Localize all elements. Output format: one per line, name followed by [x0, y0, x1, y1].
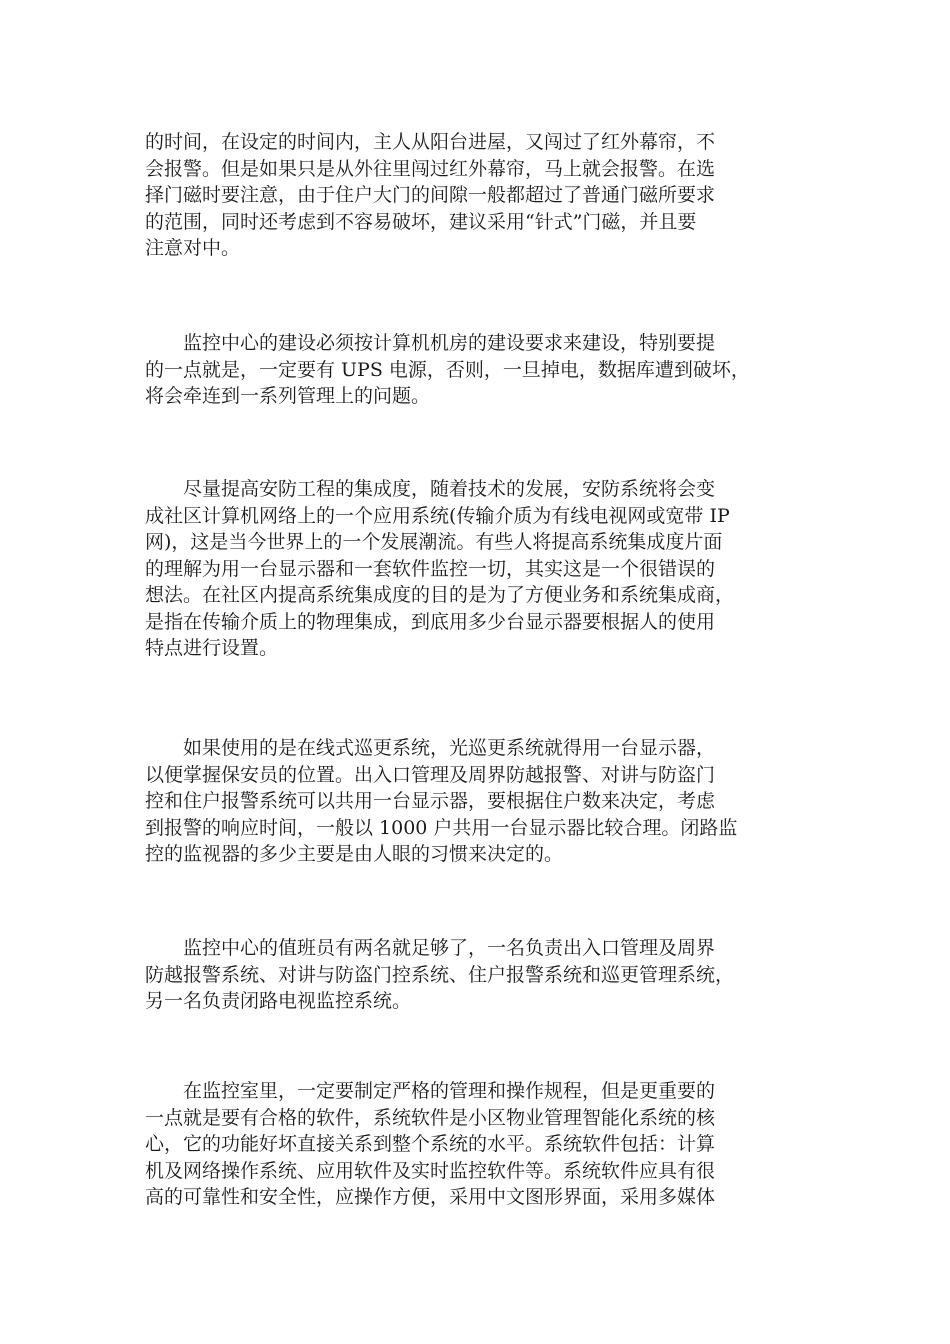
text-line: 想法。在社区内提高系统集成度的目的是为了方便业务和系统集成商，	[145, 584, 735, 606]
text-line: 择门磁时要注意，由于住户大门的间隙一般都超过了普通门磁所要求	[145, 184, 716, 206]
text-line: 控和住户报警系统可以共用一台显示器，要根据住户数来决定，考虑	[145, 790, 716, 812]
text-line: 注意对中。	[145, 237, 241, 259]
text-line: 以便掌握保安员的位置。出入口管理及周界防越报警、对讲与防盗门	[145, 763, 716, 786]
text-line: 在监控室里，一定要制定严格的管理和操作规程，但是更重要的	[145, 1080, 716, 1102]
text-line: 到报警的响应时间，一般以 1000 户共用一台显示器比较合理。闭路监	[145, 816, 738, 839]
text-line: 一点就是要有合格的软件，系统软件是小区物业管理智能化系统的核	[145, 1106, 716, 1129]
paragraph-monitoring-center-construction	[145, 330, 815, 410]
text-line: 防越报警系统、对讲与防盗门控系统、住户报警系统和巡更管理系统，	[145, 963, 735, 986]
paragraph-duty-staff	[145, 935, 815, 1015]
text-line: 成社区计算机网络上的一个应用系统(传输介质为有线电视网或宽带 IP	[145, 504, 730, 527]
text-line: 是指在传输介质上的物理集成，到底用多少台显示器要根据人的使用	[145, 610, 716, 633]
text-line: 机及网络操作系统、应用软件及实时监控软件等。系统软件应具有很	[145, 1159, 716, 1182]
paragraph-door-sensor	[145, 129, 815, 262]
text-line: 会报警。但是如果只是从外往里闯过红外幕帘，马上就会报警。在选	[145, 157, 716, 180]
text-line: 特点进行设置。	[145, 637, 279, 659]
paragraph-patrol-system	[145, 735, 815, 868]
paragraph-integration	[145, 476, 815, 662]
text-line: 监控中心的值班员有两名就足够了，一名负责出入口管理及周界	[145, 937, 716, 959]
text-line: 监控中心的建设必须按计算机机房的建设要求来建设，特别要提	[145, 332, 716, 354]
text-line: 心，它的功能好坏直接关系到整个系统的水平。系统软件包括：计算	[145, 1133, 716, 1155]
text-line: 另一名负责闭路电视监控系统。	[145, 990, 412, 1012]
text-line: 高的可靠性和安全性，应操作方便，采用中文图形界面，采用多媒体	[145, 1186, 716, 1208]
text-line: 将会牵连到一系列管理上的问题。	[145, 385, 431, 407]
paragraph-software	[145, 1078, 815, 1211]
text-line: 如果使用的是在线式巡更系统，光巡更系统就得用一台显示器，	[145, 737, 716, 759]
text-line: 的范围，同时还考虑到不容易破坏，建议采用“针式”门磁，并且要	[145, 210, 697, 233]
text-line: 控的监视器的多少主要是由人眼的习惯来决定的。	[145, 843, 564, 865]
text-line: 尽量提高安防工程的集成度，随着技术的发展，安防系统将会变	[145, 478, 716, 500]
text-line: 的理解为用一台显示器和一套软件监控一切，其实这是一个很错误的	[145, 557, 716, 580]
text-line: 的一点就是，一定要有 UPS 电源，否则，一旦掉电，数据库遭到破坏，	[145, 358, 750, 381]
text-line: 的时间，在设定的时间内，主人从阳台进屋，又闯过了红外幕帘，不	[145, 131, 716, 153]
text-line: 网)，这是当今世界上的一个发展潮流。有些人将提高系统集成度片面	[145, 531, 723, 553]
